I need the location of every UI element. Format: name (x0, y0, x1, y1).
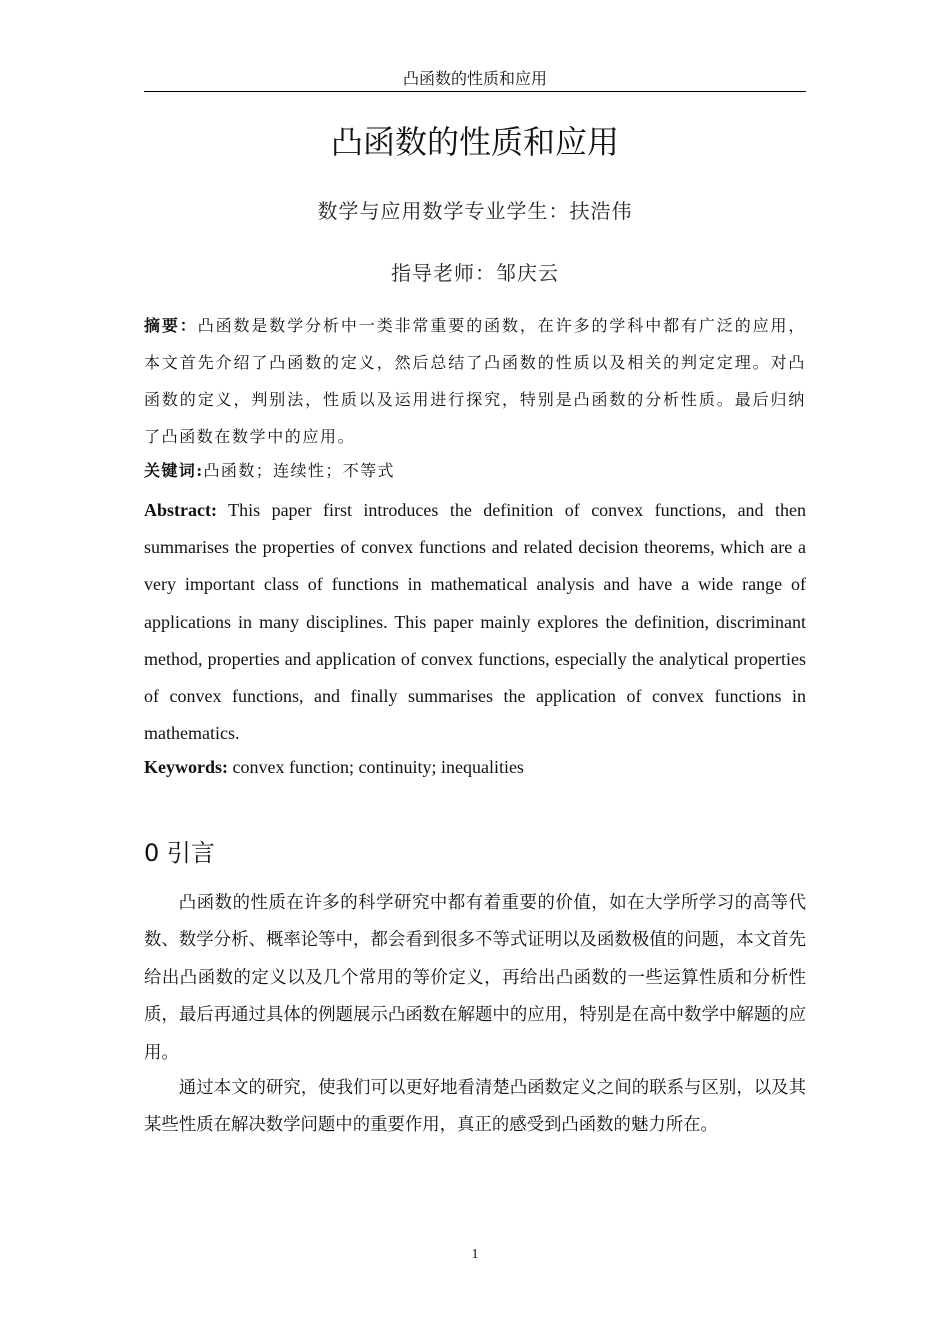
abstract-en-label: Abstract: (144, 500, 217, 520)
abstract-cn-label: 摘要： (144, 316, 198, 335)
advisor-line: 指导老师：邹庆云 (391, 261, 559, 285)
keywords-en-label: Keywords: (144, 757, 228, 777)
header-rule (144, 91, 806, 92)
keywords-chinese (144, 456, 806, 486)
abstract-chinese (144, 307, 806, 455)
keywords-en-text: convex function; continuity; inequalities (228, 757, 524, 777)
section-heading: 0 引言 (144, 839, 215, 867)
author-line: 数学与应用数学专业学生：扶浩伟 (317, 199, 633, 223)
page-number: 1 (471, 1247, 479, 1262)
abstract-en-text: This paper first introduces the definition of convex functions, and then summarises the properties of convex functions and related decision theorems, which are a very important class of functions in mathematical analysis and have a wide range of applications in many disciplines. This paper mainly explores the definition, discriminant method, properties and application of convex functions, especially the analytical properties of convex functions, and finally summarises the application of convex functions in mathematics. (144, 500, 806, 744)
keywords-cn-label: 关键词: (144, 461, 204, 480)
keywords-cn-text: 凸函数；连续性；不等式 (203, 461, 395, 480)
body-paragraph: 通过本文的研究，使我们可以更好地看清楚凸函数定义之间的联系与区别，以及其某些性质在解决数学问题中的重要作用，真正的感受到凸函数的魅力所在。 (144, 1078, 806, 1136)
body-paragraph: 凸函数的性质在许多的科学研究中都有着重要的价值，如在大学所学习的高等代数、数学分析、概率论等中，都会看到很多不等式证明以及函数极值的问题，本文首先给出凸函数的定义以及几个常用的等价定义，再给出凸函数的一些运算性质和分析性质，最后再通过具体的例题展示凸函数在解题中的应用，特别是在高中数学中解题的应用。 (144, 893, 806, 1063)
keywords-english (144, 752, 806, 782)
abstract-cn-text: 凸函数是数学分析中一类非常重要的函数，在许多的学科中都有广泛的应用，本文首先介绍了凸函数的定义，然后总结了凸函数的性质以及相关的判定定理。对凸函数的定义，判别法，性质以及运用进行探究，特别是凸函数的分析性质。最后归纳了凸函数在数学中的应用。 (144, 316, 806, 446)
running-header: 凸函数的性质和应用 (402, 69, 547, 88)
paper-title: 凸函数的性质和应用 (330, 123, 619, 161)
abstract-english (144, 492, 806, 752)
